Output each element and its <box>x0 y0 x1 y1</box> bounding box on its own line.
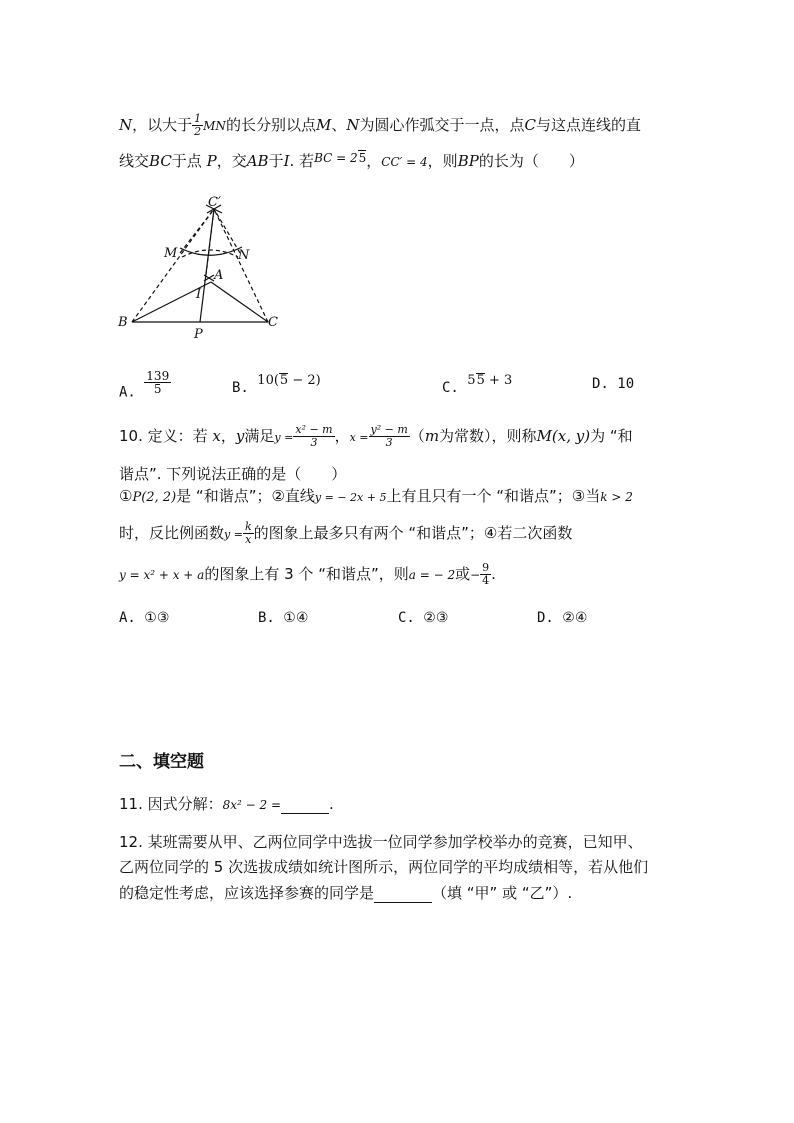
frac-num: 9 <box>482 561 490 574</box>
q10-text: 的图象上最多只有两个 “和谐点”；④若二次函数 <box>253 524 573 542</box>
frac-den: 5 <box>153 382 162 396</box>
q10-text: . <box>491 565 496 583</box>
eq2-lhs: x = <box>349 431 369 444</box>
q9-text: ，则 <box>427 152 458 170</box>
segment-bc: BC <box>149 152 172 170</box>
q10-text: 时，反比例函数 <box>119 524 225 542</box>
label-c: C <box>268 315 278 330</box>
dashed-line-c-cprime <box>214 209 268 322</box>
option-d-text: D. 10 <box>592 376 635 392</box>
q11-text: . <box>329 795 334 813</box>
cc-equation: CC′ = 4 <box>381 155 428 169</box>
q9-text: 为圆心作弧交于一点，点 <box>359 116 525 134</box>
option-label: C. <box>442 380 459 396</box>
q9-text: 的长分别以点 <box>225 116 316 134</box>
eq1-lhs: y = <box>274 431 294 444</box>
expr-part: 10 <box>257 373 274 388</box>
segment-ac-line <box>211 282 268 322</box>
option-c-expr <box>467 373 512 388</box>
q10-text: 10. 定义：若 <box>119 427 208 445</box>
label-b: B <box>118 315 128 330</box>
q9-text: . 若 <box>289 152 315 170</box>
fraction-9-4 <box>480 562 491 587</box>
q10-line-5 <box>119 562 496 587</box>
q10-option-d[interactable] <box>537 610 587 626</box>
expr-part: + 3 <box>484 373 513 388</box>
frac-num: y² − m <box>370 423 408 436</box>
q10-text: （ <box>409 427 425 445</box>
q12-line-3 <box>119 882 572 903</box>
frac-den: x <box>245 533 252 546</box>
point-n: N <box>119 116 133 134</box>
q10-text: 是 “和谐点”；②直线 <box>176 487 315 505</box>
q9-text: ，交 <box>216 152 247 170</box>
q9-option-a[interactable] <box>119 370 171 401</box>
option-label: A. <box>119 384 136 401</box>
q10-text: 谐点”. 下列说法正确的是（ ） <box>119 465 347 483</box>
q10-text: ， <box>334 427 350 445</box>
sqrt-5: 5 <box>279 373 289 388</box>
q12-text: 12. 某班需要从甲、乙两位同学中选拔一位同学参加学校举办的竞赛，已知甲、 <box>119 833 643 851</box>
answer-blank[interactable] <box>281 795 329 814</box>
minus-sign: − <box>470 568 481 582</box>
expr-part: − 2 <box>288 373 316 388</box>
q12-text: 乙两位同学的 5 次选拔成绩如统计图所示，两位同学的平均成绩相等，若从他们 <box>119 858 649 876</box>
q9-option-c[interactable] <box>442 372 512 396</box>
q9-line-2 <box>119 150 584 171</box>
q10-text: 的图象上有 3 个 “和谐点”，则 <box>204 565 409 583</box>
segment-cprime-p-line <box>200 209 214 322</box>
q10-text: 或 <box>455 565 471 583</box>
sqrt-5: 5 <box>358 151 367 165</box>
q9-text: ， <box>366 152 382 170</box>
inverse-fraction <box>243 521 254 546</box>
var-x: x <box>212 427 221 445</box>
option-text: A. ①③ <box>119 610 170 626</box>
var-m: m <box>424 427 440 445</box>
q12-text: （填 “甲” 或 “乙”）. <box>432 884 573 902</box>
frac-den: 3 <box>385 436 393 449</box>
frac-den: 3 <box>310 436 318 449</box>
q11-expression: 8x² − 2 = <box>222 798 282 812</box>
q9-text: 线交 <box>119 152 150 170</box>
option-label: B. <box>232 380 249 396</box>
q9-text: 、 <box>331 116 347 134</box>
q9-text: 与这点连线的直 <box>535 116 641 134</box>
q11-text: 11. 因式分解： <box>119 795 223 813</box>
k-condition: k > 2 <box>600 490 633 504</box>
section-heading <box>119 747 204 772</box>
segment-ab: AB <box>246 152 269 170</box>
q12-line-2 <box>119 856 648 877</box>
q10-line-3 <box>119 485 633 506</box>
option-b-expr: 10(5 − 2) <box>257 373 321 388</box>
q12-text: 的稳定性考虑，应该选择参赛的同学是 <box>119 884 375 902</box>
dashed-line-n-cprime <box>214 209 240 253</box>
q9-text: 于点 <box>171 152 202 170</box>
point-p22: P(2, 2) <box>132 490 177 505</box>
q9-line-1 <box>119 113 641 138</box>
q10-text: 上有且只有一个 “和谐点”；③当 <box>386 487 601 505</box>
frac-num: k <box>244 520 252 533</box>
q10-line-2 <box>119 463 346 484</box>
geometry-figure <box>110 195 290 345</box>
eq2-fraction <box>369 424 410 449</box>
q10-text: 为常数），则称 <box>439 427 537 445</box>
q10-text: 为 “和 <box>590 427 633 445</box>
point-c: C <box>524 116 536 134</box>
point-m: M <box>315 116 332 134</box>
q10-text: 满足 <box>244 427 275 445</box>
fraction-half <box>192 113 203 138</box>
q10-text: ① <box>119 487 133 505</box>
frac-den: 2 <box>194 125 202 138</box>
q10-text: ， <box>220 427 236 445</box>
q9-text: 于 <box>268 152 284 170</box>
frac-num: 1 <box>194 112 202 125</box>
q9-text: ，以大于 <box>132 116 193 134</box>
label-i: I <box>196 287 202 302</box>
q10-option-a[interactable] <box>119 610 169 626</box>
option-text: B. ①④ <box>258 610 309 626</box>
bc-equation: BC = 2 <box>314 151 358 165</box>
point-p: P <box>206 152 217 170</box>
frac-num: x² − m <box>295 423 333 436</box>
segment-mn: MN <box>203 119 226 133</box>
line-equation: y = − 2x + 5 <box>314 491 387 504</box>
eq1-fraction <box>293 424 334 449</box>
q10-option-b[interactable] <box>258 610 308 626</box>
quadratic-eq: y = x² + x + a <box>119 568 205 582</box>
label-a: A <box>214 268 224 283</box>
sqrt-5: 5 <box>476 373 485 388</box>
answer-blank[interactable] <box>374 884 432 903</box>
point-n: N <box>346 116 360 134</box>
segment-bp: BP <box>457 152 479 170</box>
q11-line <box>119 793 334 814</box>
label-n: N <box>238 248 250 263</box>
inv-lhs: y = <box>224 528 243 541</box>
fraction-139-5 <box>144 370 171 395</box>
q9-text: 的长为（ ） <box>478 152 584 170</box>
var-y: y <box>235 427 245 445</box>
label-c-prime: C′ <box>208 195 221 210</box>
a-equation: a = − 2 <box>408 568 456 582</box>
frac-den: 4 <box>482 574 490 587</box>
q10-line-4 <box>119 521 572 546</box>
label-m: M <box>164 246 178 261</box>
expr-part: 5 <box>467 373 476 388</box>
q9-option-d[interactable] <box>592 376 634 392</box>
option-text: D. ②④ <box>537 610 588 626</box>
arc-upper <box>182 250 238 257</box>
point-i: I <box>283 152 290 170</box>
option-text: C. ②③ <box>398 610 449 626</box>
q12-line-1 <box>119 831 643 852</box>
q9-option-b[interactable] <box>232 372 321 396</box>
point-mxy: M(x, y) <box>536 427 591 445</box>
q10-option-c[interactable] <box>398 610 448 626</box>
frac-num: 139 <box>146 369 170 383</box>
label-p: P <box>194 327 203 342</box>
q10-line-1 <box>119 424 633 449</box>
section-title: 二、填空题 <box>119 752 204 772</box>
